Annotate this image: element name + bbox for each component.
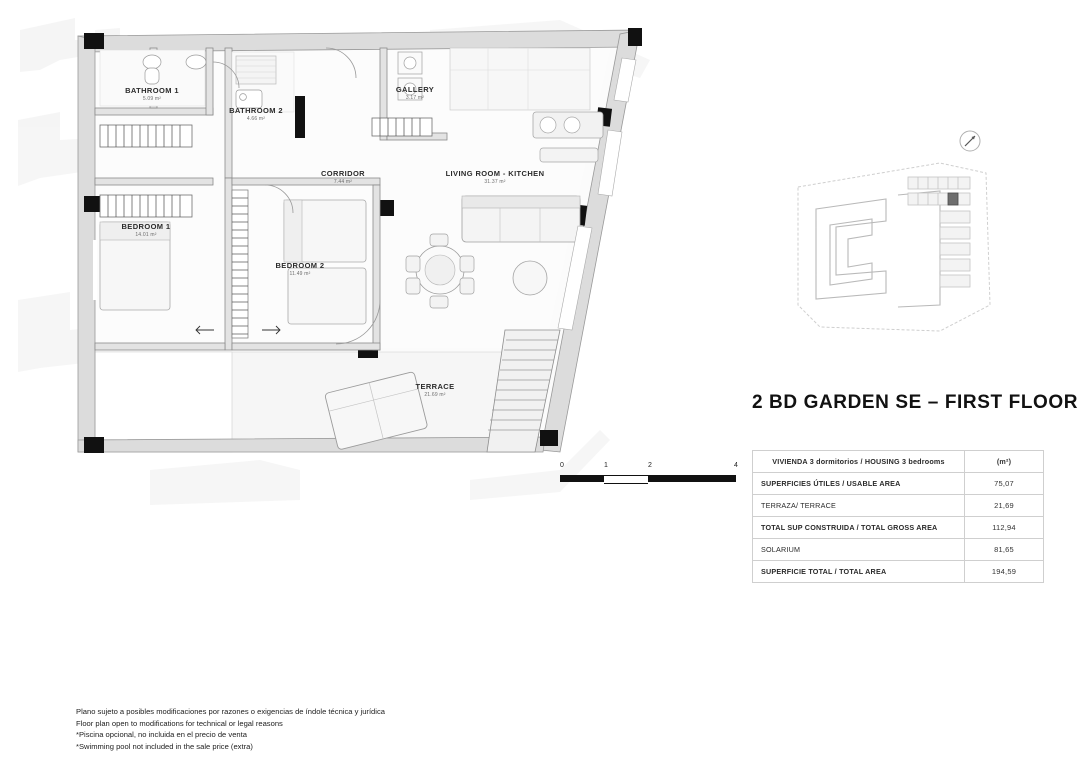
room-label-bedroom-1: BEDROOM 1 14.01 m² [121,222,171,238]
table-header-label: VIVIENDA 3 dormitorios / HOUSING 3 bedrooms [753,451,965,473]
table-header-row [753,451,1044,473]
footnote-line-1: Plano sujeto a posibles modificaciones por razones o exigencias de índole técnica y jurídica [76,707,385,716]
row-label-total-area: SUPERFICIE TOTAL / TOTAL AREA [753,561,965,583]
table-row [753,561,1044,583]
north-arrow-icon [956,127,984,155]
room-label-terrace: TERRACE 21.69 m² [415,382,455,398]
footnote-line-3: *Piscina opcional, no incluida en el precio de venta [76,730,247,739]
key-plan-highlight [948,193,958,205]
floor-plan-svg [0,0,700,520]
table-row [753,517,1044,539]
row-value-total-gross-area: 112,94 [965,517,1044,539]
scale-tick-0: 0 [560,462,564,469]
row-label-terrace: TERRAZA/ TERRACE [753,495,965,517]
row-value-total-area: 194,59 [965,561,1044,583]
area-table [752,450,1044,583]
page-title: 2 BD GARDEN SE – FIRST FLOOR [752,392,1079,413]
scale-bar [560,462,740,482]
scale-bar-ticks [560,462,740,474]
row-value-usable-area: 75,07 [965,473,1044,495]
row-value-solarium: 81,65 [965,539,1044,561]
key-plan [790,155,1000,345]
table-row [753,539,1044,561]
scale-tick-1: 1 [604,462,608,469]
row-value-terrace: 21,69 [965,495,1044,517]
scale-bar-graphic [560,475,740,482]
room-label-corridor: CORRIDOR 7.44 m² [320,169,366,185]
row-label-usable-area: SUPERFICIES ÚTILES / USABLE AREA [753,473,965,495]
footnote-line-2: Floor plan open to modifications for technical or legal reasons [76,718,283,728]
footnotes [76,706,385,752]
room-label-bathroom-1: BATHROOM 1 5.09 m² [125,86,179,102]
room-label-gallery: GALLERY 3.17 m² [395,85,435,101]
room-label-bathroom-2: BATHROOM 2 4.66 m² [229,106,283,122]
room-label-bedroom-2: BEDROOM 2 11.49 m² [275,261,325,277]
table-row [753,473,1044,495]
row-label-solarium: SOLARIUM [753,539,965,561]
room-label-living-room-kitchen: LIVING ROOM - KITCHEN 31.37 m² [445,169,545,185]
table-header-unit: (m²) [965,451,1044,473]
table-row [753,495,1044,517]
floor-plan-drawing [0,0,700,520]
scale-tick-4: 4 [734,462,738,469]
footnote-line-4: *Swimming pool not included in the sale price (extra) [76,741,253,751]
row-label-total-gross-area: TOTAL SUP CONSTRUIDA / TOTAL GROSS AREA [753,517,965,539]
scale-tick-2: 2 [648,462,652,469]
